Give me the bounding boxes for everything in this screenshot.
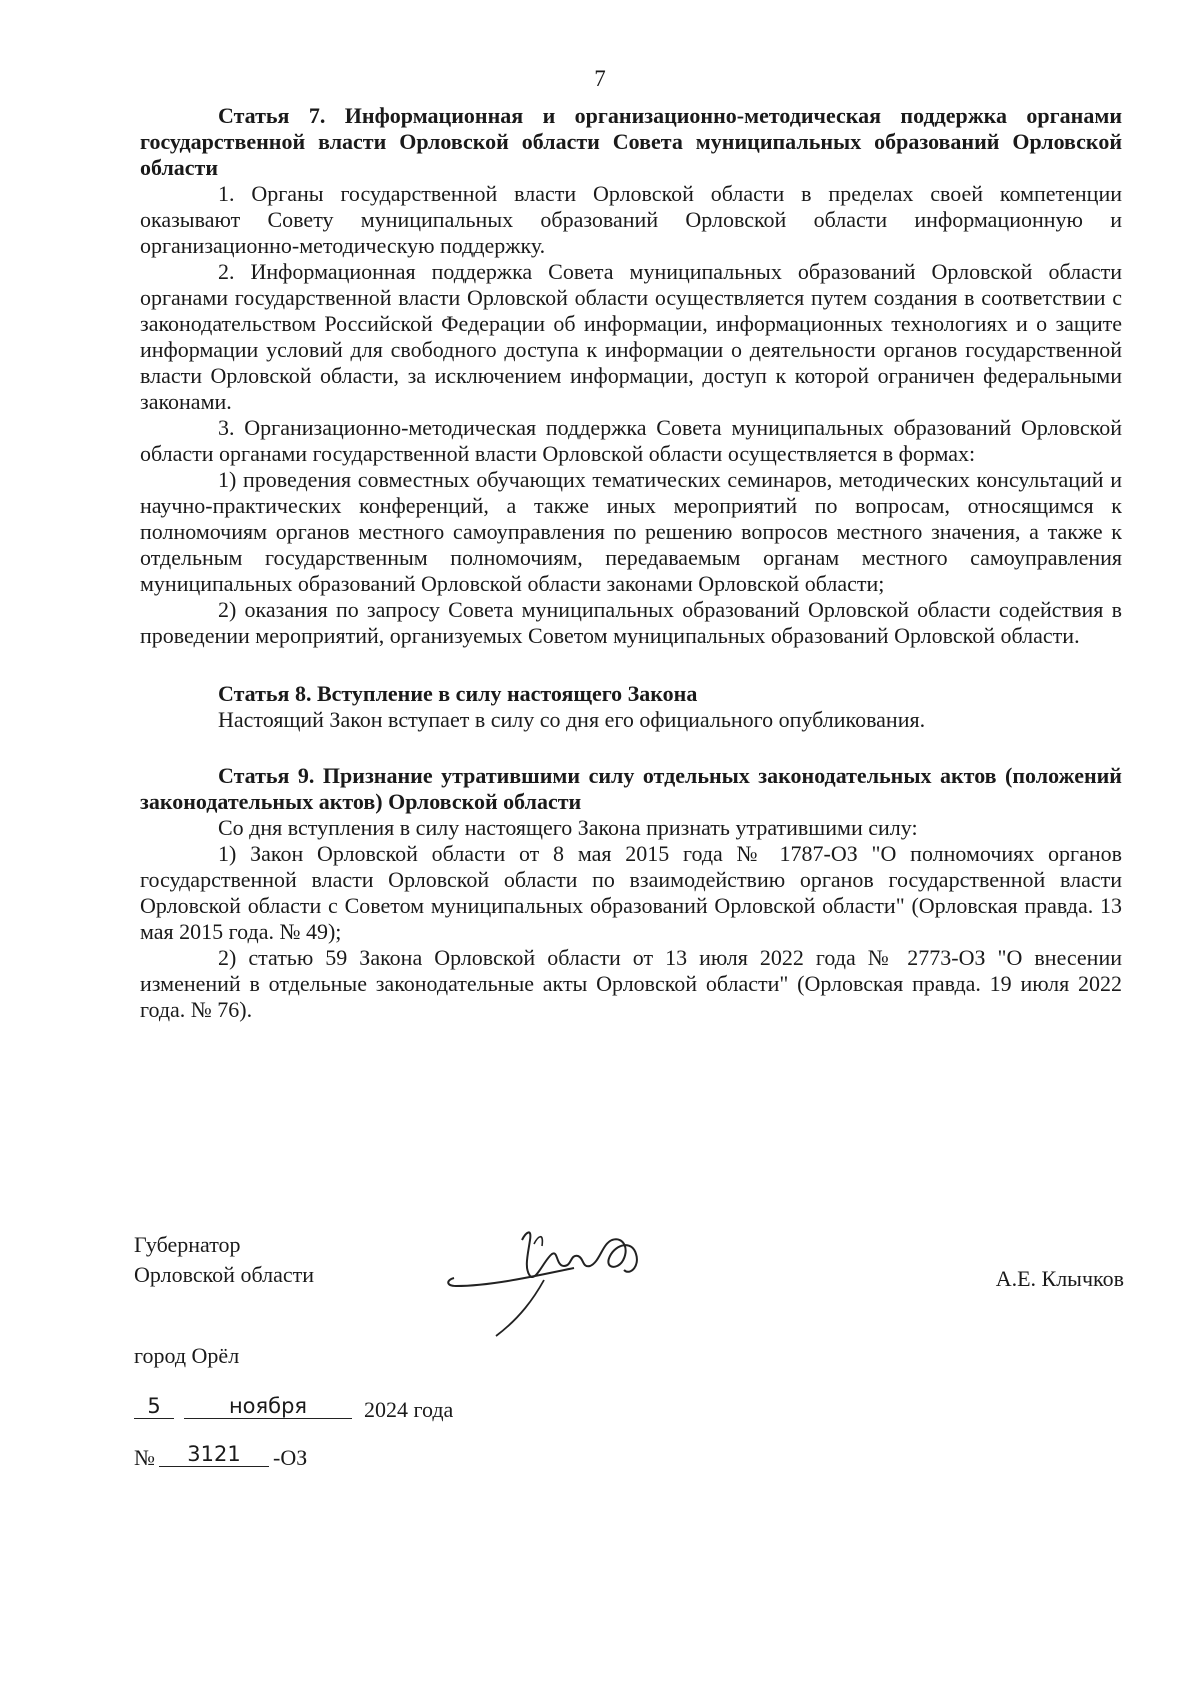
number-sign: № <box>134 1445 155 1470</box>
law-number <box>134 1442 308 1471</box>
article-7-heading: Статья 7. Информационная и организационно-методическая поддержка органами государственной власти Орловской области Совета муниципальных образований Орловской области <box>140 103 1122 180</box>
article-9-heading: Статья 9. Признание утратившими силу отдельных законодательных актов (положений законодательных актов) Орловской области <box>140 763 1122 814</box>
date-year: 2024 года <box>364 1397 454 1422</box>
page-number: 7 <box>594 66 606 91</box>
governor-name: А.Е. Клычков <box>995 1266 1124 1291</box>
article-7-item-1: 1) проведения совместных обучающих тематических семинаров, методических консультаций и научно-практических конференций, а также иных мероприятий по вопросам, относящимся к полномочиям органов местного самоуправления по решению вопросов местного значения, а также к отдельным государственным полномочиям, передаваемым органам местного самоуправления муниципальных образований Орловской области законами Орловской области; <box>140 467 1122 596</box>
article-7-paragraph-3: 3. Организационно-методическая поддержка Совета муниципальных образований Орловской области органами государственной власти Орловской области осуществляется в формах: <box>140 415 1122 466</box>
law-number-value: 3121 <box>159 1442 269 1467</box>
date-month: ноября <box>184 1394 352 1419</box>
governor-title <box>134 1230 314 1290</box>
article-8-heading: Статья 8. Вступление в силу настоящего Закона <box>218 681 698 706</box>
law-number-suffix: -ОЗ <box>273 1445 308 1470</box>
governor-title-line-1: Губернатор <box>134 1232 241 1257</box>
article-7-paragraph-1: 1. Органы государственной власти Орловской области в пределах своей компетенции оказывают Совету муниципальных образований Орловской области информационную и организационно-методическую поддержку. <box>140 181 1122 258</box>
city: город Орёл <box>134 1343 240 1368</box>
article-9-item-1: 1) Закон Орловской области от 8 мая 2015 года № 1787-ОЗ "О полномочиях органов государственной власти Орловской области по взаимодействию органов государственной власти Орловской области с Советом муниципальных образований Орловской области" (Орловская правда. 13 мая 2015 года. № 49); <box>140 841 1122 944</box>
document-body <box>140 103 1122 1023</box>
article-9-paragraph: Со дня вступления в силу настоящего Закона признать утратившими силу: <box>218 815 918 840</box>
signature-block <box>134 1230 1124 1350</box>
article-9-item-2: 2) статью 59 Закона Орловской области от 13 июля 2022 года № 2773-ОЗ "О внесении изменений в отдельные законодательные акты Орловской области" (Орловская правда. 19 июля 2022 года. № 76). <box>140 945 1122 1022</box>
governor-title-line-2: Орловской области <box>134 1262 314 1287</box>
date-day: 5 <box>134 1394 174 1419</box>
handwritten-signature <box>434 1210 674 1340</box>
article-7-paragraph-2: 2. Информационная поддержка Совета муниципальных образований Орловской области органами государственной власти Орловской области осуществляется путем создания в соответствии с законодательством Российской Федерации об информации, информационных технологиях и о защите информации условий для свободного доступа к информации о деятельности органов государственной власти Орловской области, за исключением информации, доступ к которой ограничен федеральными законами. <box>140 259 1122 414</box>
article-7-item-2: 2) оказания по запросу Совета муниципальных образований Орловской области содействия в проведении мероприятий, организуемых Советом муниципальных образований Орловской области. <box>140 597 1122 648</box>
article-8-paragraph: Настоящий Закон вступает в силу со дня его официального опубликования. <box>218 707 926 732</box>
signing-date <box>134 1394 454 1423</box>
